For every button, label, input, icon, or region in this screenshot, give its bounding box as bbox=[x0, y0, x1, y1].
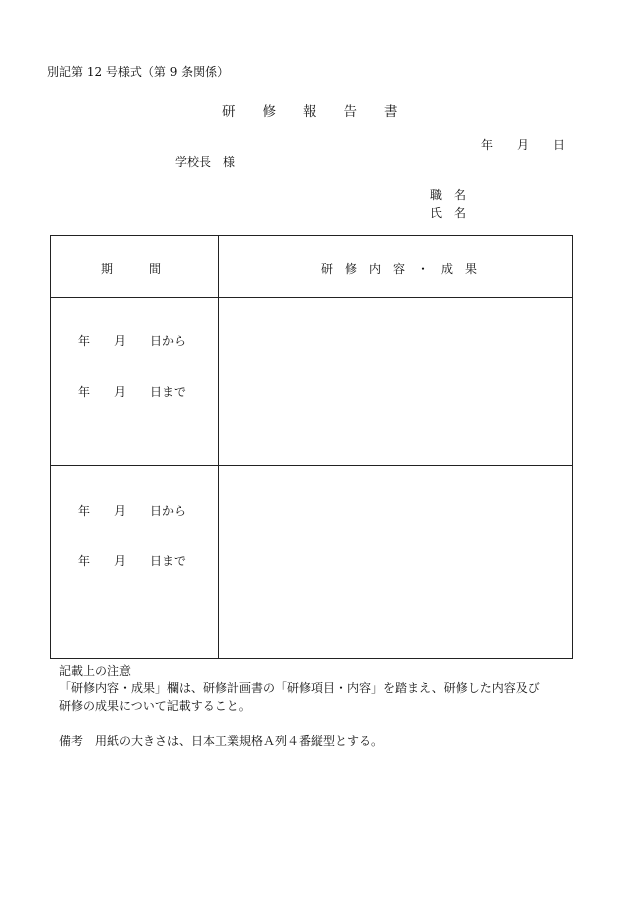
row2-period-from: 年 月 日から bbox=[78, 504, 187, 518]
document-title: 研 修 報 告 書 bbox=[222, 104, 398, 120]
header-content: 研 修 内 容 ・ 成 果 bbox=[321, 262, 478, 276]
header-divider bbox=[51, 297, 572, 298]
column-divider bbox=[218, 236, 219, 658]
notes-body bbox=[59, 679, 589, 715]
row-divider bbox=[51, 465, 572, 466]
position-label: 職 名 bbox=[430, 188, 467, 202]
addressee: 学校長 様 bbox=[175, 155, 236, 169]
notes-title: 記載上の注意 bbox=[59, 664, 132, 678]
row1-period-from: 年 月 日から bbox=[78, 334, 187, 348]
header-period: 期 間 bbox=[101, 262, 162, 276]
notes-line-1: 「研修内容・成果」欄は、研修計画書の「研修項目・内容」を踏まえ、研修した内容及び bbox=[59, 681, 540, 695]
notes-line-2: 研修の成果について記載すること。 bbox=[59, 699, 251, 713]
name-label: 氏 名 bbox=[430, 206, 467, 220]
row1-period-to: 年 月 日まで bbox=[78, 385, 187, 399]
remarks: 備考 用紙の大きさは、日本工業規格Ａ列４番縦型とする。 bbox=[59, 734, 384, 748]
form-number: 別記第 12 号様式（第 9 条関係） bbox=[47, 65, 230, 79]
date-line: 年 月 日 bbox=[481, 138, 566, 152]
row2-period-to: 年 月 日まで bbox=[78, 554, 187, 568]
report-table bbox=[50, 235, 573, 659]
